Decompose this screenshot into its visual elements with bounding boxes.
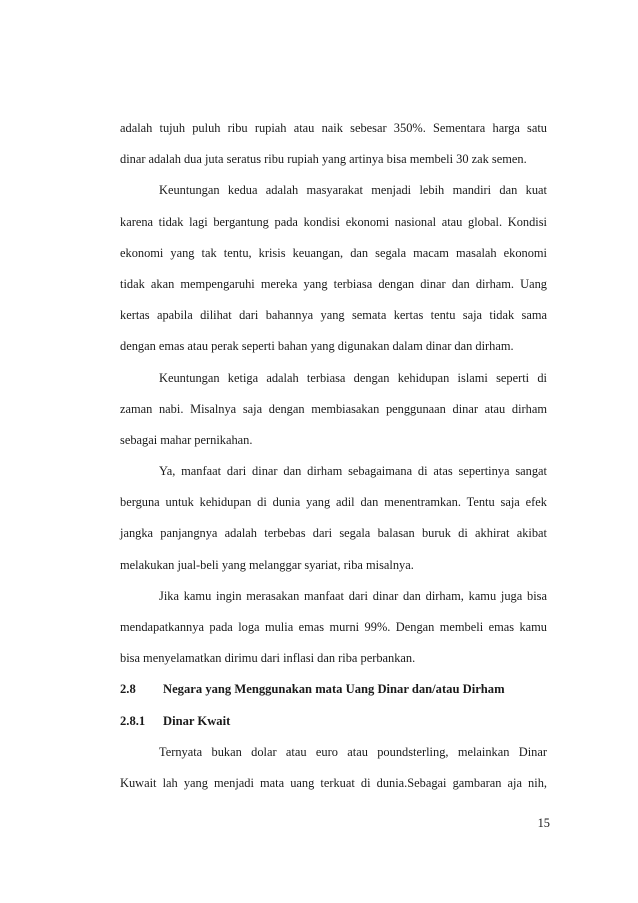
text-line: sebagai mahar pernikahan. (120, 432, 253, 447)
text-line: berguna untuk kehidupan di dunia yang adil dan menentramkan. Tentu saja efek (120, 495, 547, 510)
text-line: Jika kamu ingin merasakan manfaat dari dinar dan dirham, kamu juga bisa (159, 588, 547, 603)
text-line: zaman nabi. Misalnya saja dengan membiasakan penggunaan dinar atau dirham (120, 401, 547, 416)
paragraph-manfaat (120, 463, 547, 588)
text-line: dinar adalah dua juta seratus ribu rupiah yang artinya bisa membeli 30 zak semen. (120, 152, 527, 167)
text-line: kertas apabila dilihat dari bahannya yang semata kertas tentu saja tidak sama (120, 308, 547, 323)
subsection-title: Dinar Kwait (163, 713, 231, 728)
text-line: ekonomi yang tak tentu, krisis keuangan, dan segala macam masalah ekonomi (120, 245, 547, 260)
paragraph-emas (120, 588, 547, 682)
page-body (120, 120, 547, 806)
text-line: Ternyata bukan dolar atau euro atau poundsterling, melainkan Dinar (159, 744, 547, 759)
text-line: bisa menyelamatkan dirimu dari inflasi dan riba perbankan. (120, 651, 416, 666)
text-line: Keuntungan ketiga adalah terbiasa dengan kehidupan islami seperti di (159, 370, 547, 385)
text-line: Keuntungan kedua adalah masyarakat menjadi lebih mandiri dan kuat (159, 183, 547, 198)
text-line: Kuwait lah yang menjadi mata uang terkuat di dunia.Sebagai gambaran aja nih, (120, 775, 547, 790)
text-line: tidak akan mempengaruhi mereka yang terbiasa dengan dinar dan dirham. Uang (120, 276, 547, 291)
paragraph-dinar-kuwait (120, 744, 547, 806)
text-line: Ya, manfaat dari dinar dan dirham sebagaimana di atas sepertinya sangat (159, 464, 547, 479)
section-number: 2.8 (120, 682, 136, 697)
subsection-number: 2.8.1 (120, 713, 146, 728)
section-title: Negara yang Menggunakan mata Uang Dinar dan/atau Dirham (163, 682, 505, 697)
paragraph-continuation (120, 120, 547, 182)
paragraph-keuntungan-ketiga (120, 370, 547, 464)
subsection-heading (120, 713, 547, 744)
text-line: dengan emas atau perak seperti bahan yang digunakan dalam dinar dan dirham. (120, 339, 514, 354)
text-line: melakukan jual-beli yang melanggar syariat, riba misalnya. (120, 557, 414, 572)
paragraph-keuntungan-kedua (120, 182, 547, 369)
text-line: karena tidak lagi bergantung pada kondisi ekonomi nasional atau global. Kondisi (120, 214, 547, 229)
text-line: adalah tujuh puluh ribu rupiah atau naik sebesar 350%. Sementara harga satu (120, 121, 547, 135)
page-number: 15 (537, 816, 550, 830)
section-heading (120, 681, 547, 712)
text-line: jangka panjangnya adalah terbebas dari segala balasan buruk di akhirat akibat (120, 526, 547, 541)
text-line: mendapatkannya pada loga mulia emas murni 99%. Dengan membeli emas kamu (120, 620, 547, 634)
